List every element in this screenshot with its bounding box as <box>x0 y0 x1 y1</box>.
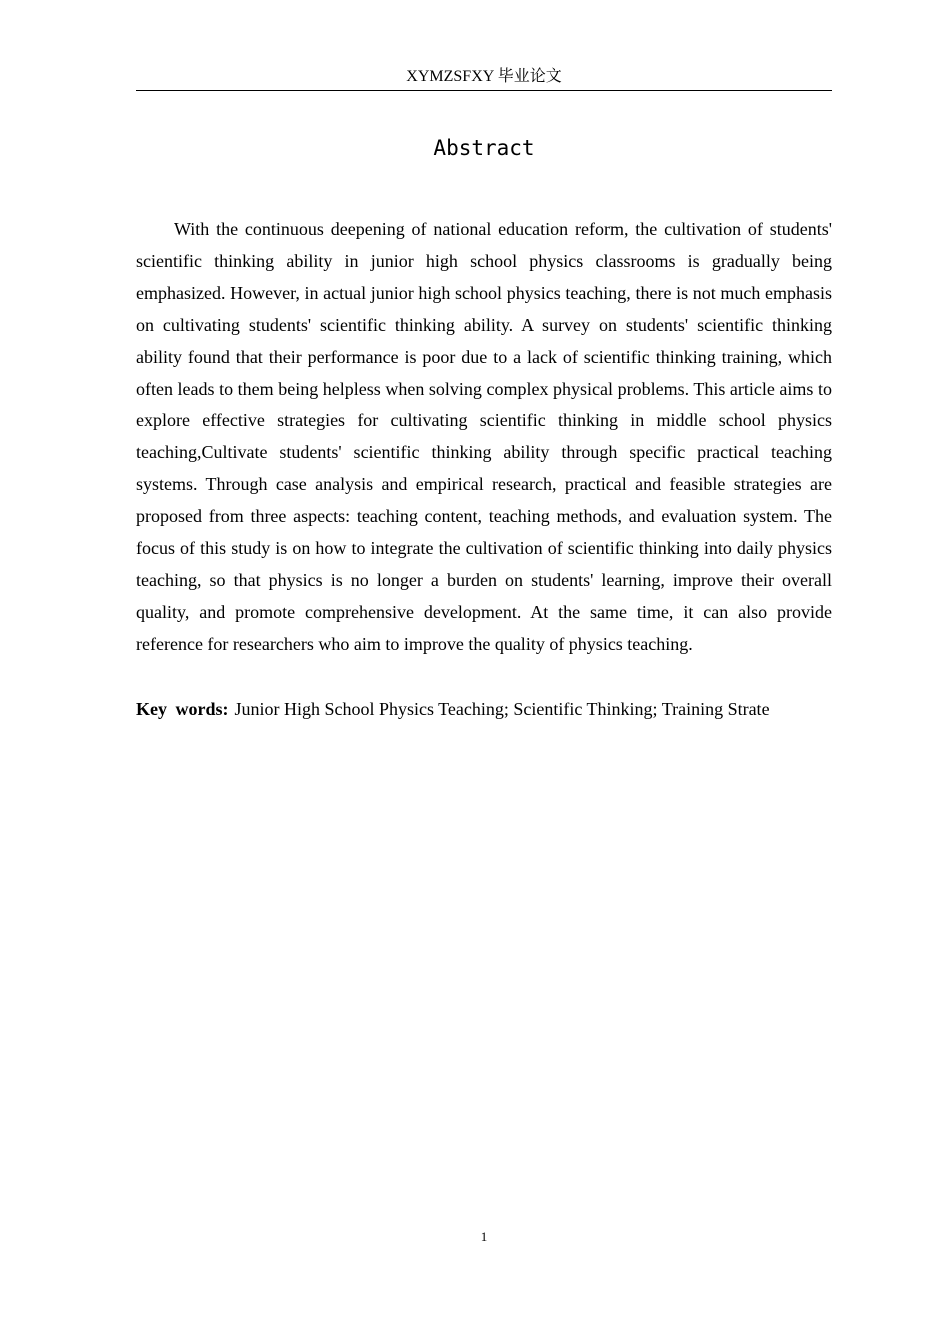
page-number: 1 <box>480 1229 488 1244</box>
page-header: XYMZSFXY 毕业论文 <box>406 68 562 85</box>
header-divider <box>136 90 832 91</box>
keywords-label: Key words: <box>136 699 229 719</box>
page-title: Abstract <box>433 136 535 160</box>
keywords-line <box>136 693 856 725</box>
keywords-text: Junior High School Physics Teaching; Scientific Thinking; Training Strate <box>234 699 770 719</box>
abstract-paragraph: With the continuous deepening of national education reform, the cultivation of students' scientific thinking ability in junior high school physics classrooms is gradually being emphasized. However, in actual junior high school physics teaching, there is not much emphasis on cultivating students' scientific thinking ability. A survey on students' scientific thinking ability found that their performance is poor due to a lack of scientific thinking training, which often leads to them being helpless when solving complex physical problems. This article aims to explore effective strategies for cultivating scientific thinking in middle school physics teaching,Cultivate students' scientific thinking ability through specific practical teaching systems. Through case analysis and empirical research, practical and feasible strategies are proposed from three aspects: teaching content, teaching methods, and evaluation system. The focus of this study is on how to integrate the cultivation of scientific thinking into daily physics teaching, so that physics is no longer a burden on students' learning, improve their overall quality, and promote comprehensive development. At the same time, it can also provide reference for researchers who aim to improve the quality of physics teaching. <box>136 219 832 654</box>
